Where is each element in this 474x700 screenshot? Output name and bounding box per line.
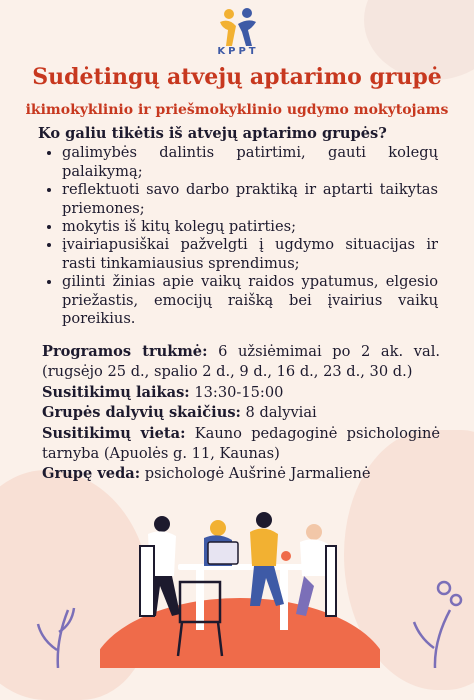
place-value: Kauno pedagoginė psichologinė tarnyba (Apuolės g. 11, Kaunas) [42,424,440,463]
time-label: Susitikimų laikas: [42,383,190,401]
list-item: • galimybės dalintis patirtimi, gauti kolegų palaikymą; [62,144,438,181]
list-item: • reflektuoti savo darbo praktiką ir aptarti taikytas priemones; [62,181,438,218]
program-info [42,342,440,485]
list-item: • mokytis iš kitų kolegų patirties; [62,218,438,236]
place-label: Susitikimų vieta: [42,424,186,442]
group-meeting-illustration [100,506,380,668]
expectations-section [38,125,438,328]
logo-text: KPPT [217,46,259,57]
decorative-twig-left-icon [28,580,88,668]
duration-label: Programos trukmė: [42,343,208,360]
leader-label: Grupę veda: [42,465,141,483]
expectations-list [38,144,438,328]
leader-row [42,464,440,484]
duration-value: 6 užsiėmimai po 2 ak. val. (rugsėjo 25 d., spalio 2 d., 9 d., 16 d., 23 d., 30 d.) [42,343,441,381]
duration-row [42,342,440,383]
participants-label: Grupės dalyvių skaičius: [42,404,241,422]
list-item: • gilinti žinias apie vaikų raidos ypatumus, elgesio priežastis, emocijų raišką bei įvairius vaikų poreikius. [62,273,438,328]
section-question: Ko galiu tikėtis iš atvejų aptarimo grupės? [38,125,387,142]
participants-row [42,403,440,423]
place-row [42,424,440,465]
list-item: • įvairiapusiškai pažvelgti į ugdymo situacijas ir rasti tinkamiausius sprendimus; [62,236,438,273]
participants-value: 8 dalyviai [240,404,317,422]
time-row [42,383,440,403]
decorative-twig-right-icon [400,570,470,668]
leader-value: psichologė Aušrinė Jarmalienė [140,465,371,483]
time-value: 13:30-15:00 [189,383,284,401]
page-subtitle: ikimokyklinio ir priešmokyklinio ugdymo mokytojams [25,102,449,118]
page-title: Sudėtingų atvejų aptarimo grupė [32,64,442,90]
